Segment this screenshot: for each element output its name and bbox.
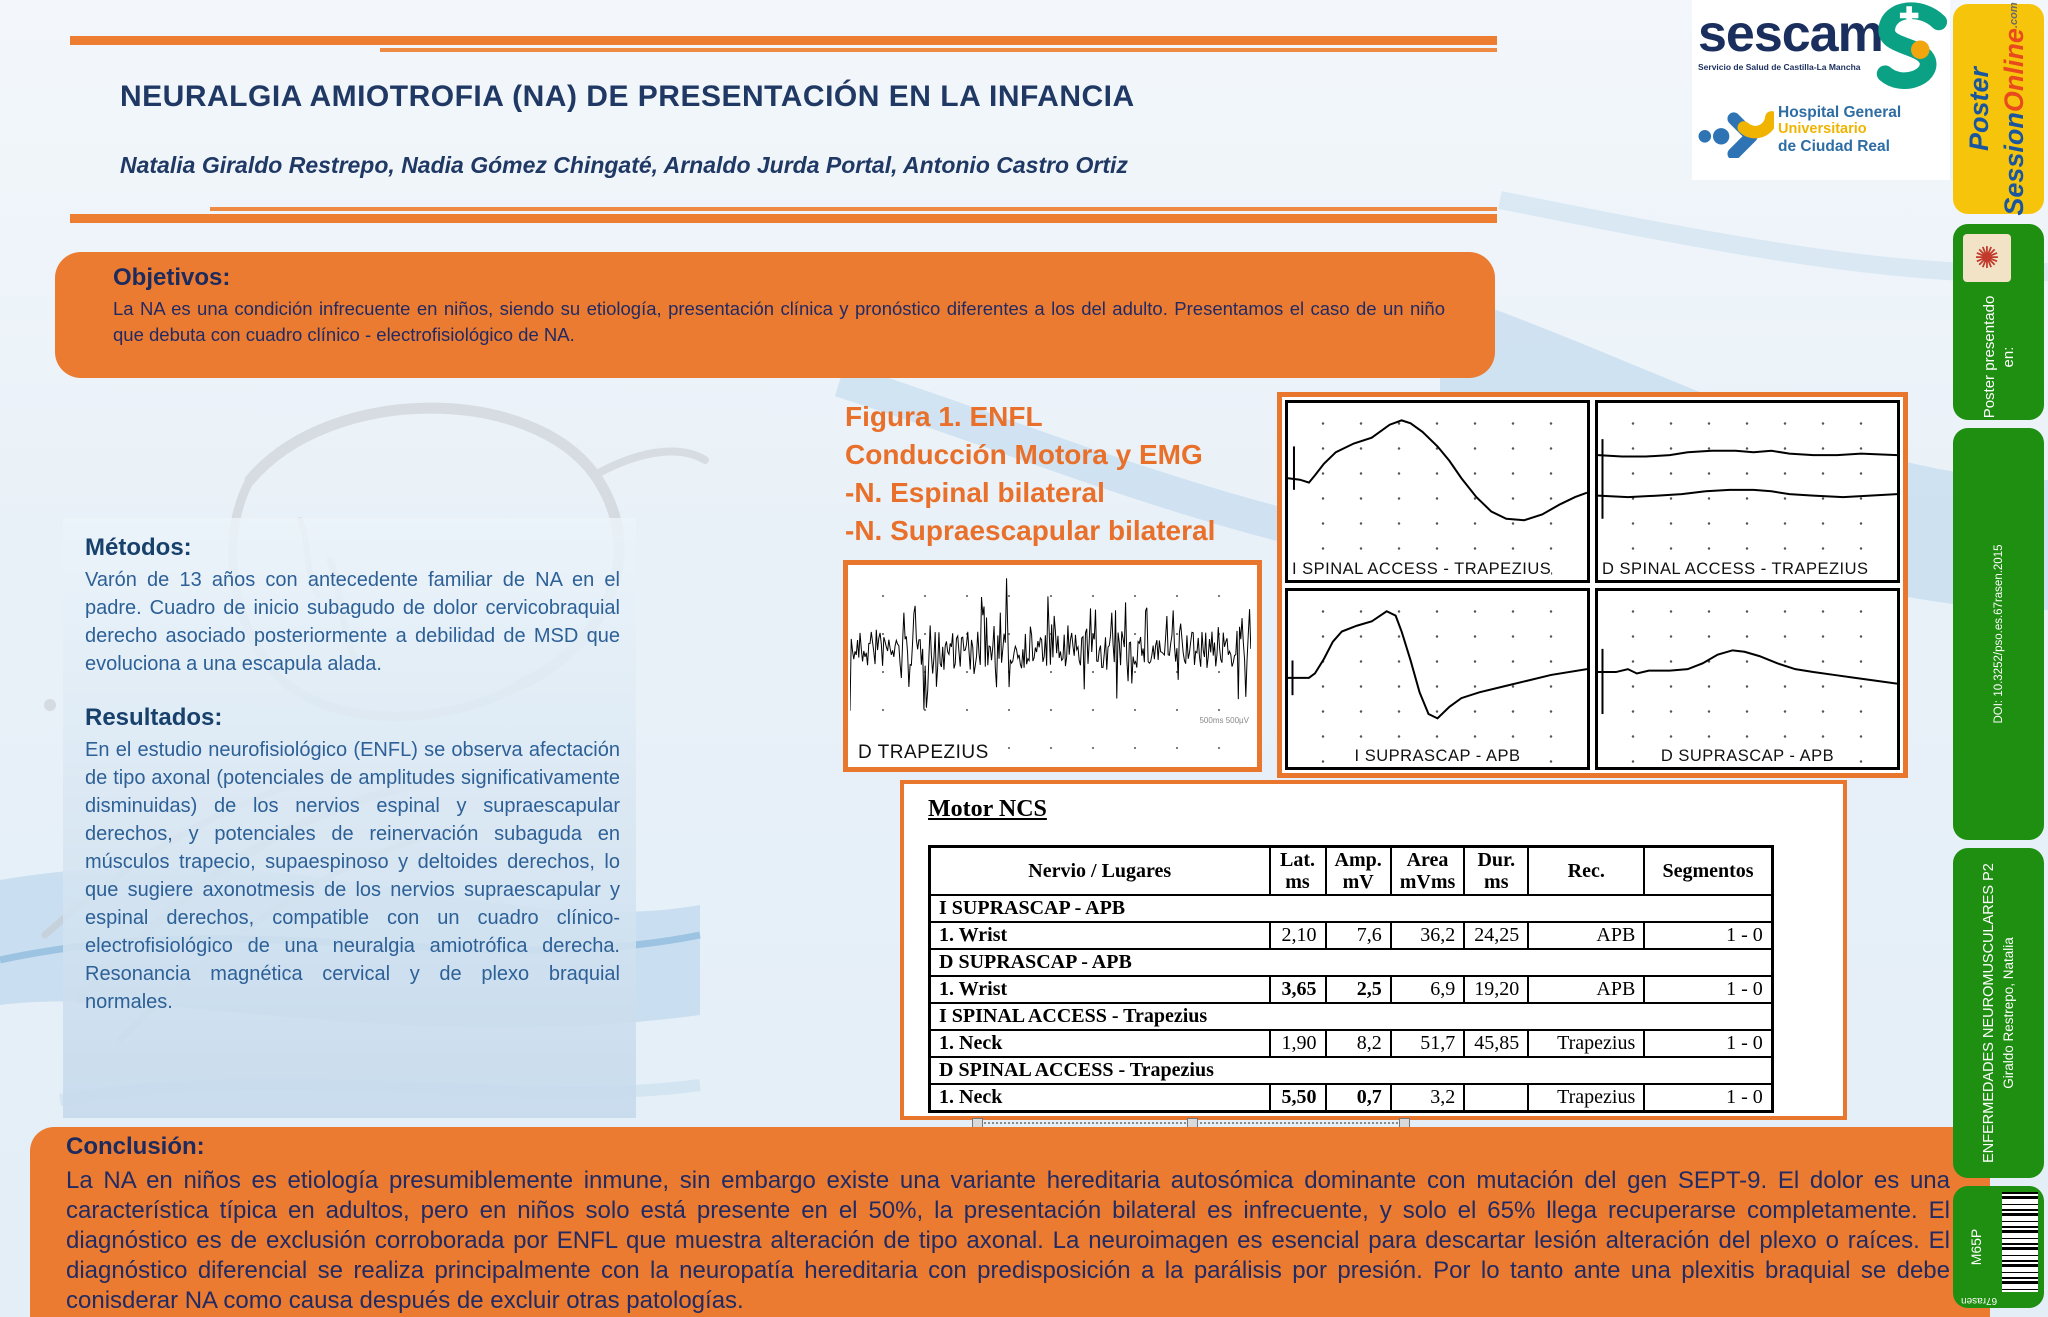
emg-panel-label: I SUPRASCAP - APB [1354,747,1521,765]
resultados-title: Resultados: [85,704,223,731]
postersessiononline-badge [1953,4,2044,214]
poster-code: M65P [1968,1228,1984,1266]
motor-ncs-box [900,780,1847,1120]
emg-noise-panel [843,560,1262,772]
metodos-title: Métodos: [85,534,192,561]
emg-panel-i-spinal [1285,400,1590,583]
poster-code-footer: 67rasen [1961,1295,1998,1306]
header-rule-top [70,36,1497,52]
doi-badge [1953,428,2044,840]
figure-title [845,398,1285,550]
presenter-name: Giraldo Restrepo, Natalia [2001,937,2016,1089]
hospital-logo-icon [1696,102,1774,158]
emg-panel-i-suprascap [1285,588,1590,771]
session-wrap [1953,848,2044,1178]
table-group-row: I SUPRASCAP - APB [930,895,1773,922]
motor-ncs-table [928,845,1774,1113]
emg-scale-label: 500ms 500µV [1199,716,1249,725]
section-objetivos [55,252,1495,378]
objetivos-body: La NA es una condición infrecuente en niños, siendo su etiología, presentación clínica y pronóstico diferentes a los del adulto. Presentamos el caso de un niño que debuta con cuadro clínico - electrofisiológico de NA. [113,298,1445,345]
emg-panel-d-spinal [1595,400,1900,583]
selection-outline[interactable] [976,1122,1406,1124]
presented-label: Poster presentado en: [1980,295,2017,419]
header-rule-bottom [70,204,1497,223]
table-row: 1. Neck 5,50 0,7 3,2 Trapezius 1 - 0 [930,1084,1773,1112]
table-header-row: Nervio / Lugares Lat. ms Amp. mV Area mVms Dur. ms Rec. Segmentos [930,847,1773,896]
hospital-name-line2: Universitario [1778,121,1867,137]
presented-label-wrap [1953,294,2044,420]
section-conclusion [30,1127,1990,1317]
page-title: NEURALGIA AMIOTROFIA (NA) DE PRESENTACIÓN EN LA INFANCIA [120,80,1135,114]
neurology-society-icon: ✺ [1963,234,2011,282]
doi-wrap [1953,428,2044,840]
sescam-logo [1692,0,1950,96]
sescam-s-icon [1874,2,1948,90]
emg-noise-svg [850,571,1251,729]
presented-badge [1953,224,2044,420]
barcode [2002,1192,2038,1292]
postersessiononline-logo: Poster SessionOnline$^{.com}$ [1963,2,2029,216]
logo-area [1692,0,1950,180]
figure-title-line2: Conducción Motora y EMG [845,439,1203,470]
table-row: 1. Wrist 3,65 2,5 6,9 19,20 APB 1 - 0 [930,976,1773,1003]
doi-text: DOI: 10.3252/pso.es.67rasen.2015 [1992,544,2005,724]
hospital-name-line1: Hospital General [1778,104,1902,121]
table-row: 1. Wrist 2,10 7,6 36,2 24,25 APB 1 - 0 [930,922,1773,949]
figure-title-line1: Figura 1. ENFL [845,401,1043,432]
emg-panel-label: D SPINAL ACCESS - TRAPEZIUS [1602,559,1869,578]
ncs-table-body [930,895,1773,1112]
left-text-panel [63,518,636,1118]
figure-title-line4: -N. Supraescapular bilateral [845,515,1216,546]
poster-code-wrap [1953,1186,1999,1308]
figure-title-line3: -N. Espinal bilateral [845,477,1105,508]
hospital-name-line3: de Ciudad Real [1778,138,1890,155]
conclusion-body: La NA en niños es etiología presumiblemente inmune, sin embargo existe una variante hereditaria autosómica dominante con mutación del gen SEPT-9. El dolor es una característica típica en adultos, pero en niños solo está presente en el 50%, la presentación bilateral es infrecuente, y solo el 65% llega recuperarse completamente. El diagnóstico es de exclusión corroborada por ENFL que muestra alteración de tipo axonal. La neuroimagen es esencial para descartar lesión alteración del plexo o raíces. El diagnóstico diferencial se realiza principalmente con la neuropatía hereditaria con predisposición a la parálisis por presión. Por lo tanto ante una plexitis braquial se debe conisderar NA como causa después de excluir otras patologías. [66,1167,1950,1314]
authors-line: Natalia Giraldo Restrepo, Nadia Gómez Chingaté, Arnaldo Jurda Portal, Antonio Castro Ortiz [120,152,1128,178]
resultados-body: En el estudio neurofisiológico (ENFL) se observa afectación de tipo axonal (potenciales de amplitudes significativamente disminuidas) de los nervios espinal y supraescapular derechos, y potenciales de reinervación subaguda en músculos trapecio, supaespinoso y deltoides derechos, lo que sugiere axonotmesis de los nervios supraescapular y espinal derechos, compatible con un cuadro clínico-electrofisiológico de una neuralgia amiotrófica derecha. Resonancia magnética cervical y de plexo braquial normales. [85,739,620,1013]
objetivos-title: Objetivos: [113,264,231,291]
emg-panel-label: D SUPRASCAP - APB [1660,747,1835,765]
metodos-body: Varón de 13 años con antecedente familiar de NA en el padre. Cuadro de inicio subagudo de dolor cervicobraquial derecho asociado posteriormente a debilidad de MSD que evoluciona a una escapula alada. [85,569,620,675]
emg-panel-label: I SPINAL ACCESS - TRAPEZIUS [1292,559,1552,578]
emg-panel-d-suprascap [1595,588,1900,771]
table-group-row: I SPINAL ACCESS - Trapezius [930,1003,1773,1030]
table-row: 1. Neck 1,90 8,2 51,7 45,85 Trapezius 1 - 0 [930,1030,1773,1057]
sescam-wordmark: sescam [1698,5,1883,63]
session-name: ENFERMEDADES NEUROMUSCULARES P2 [1981,863,1997,1163]
table-group-row: D SUPRASCAP - APB [930,949,1773,976]
emg-conduction-grid [1277,392,1908,778]
ncs-table-title: Motor NCS [928,796,1047,822]
session-badge [1953,848,2044,1178]
table-group-row: D SPINAL ACCESS - Trapezius [930,1057,1773,1084]
emg-noise-label: D TRAPEZIUS [858,742,989,763]
conclusion-title: Conclusión: [66,1133,205,1160]
sescam-subtitle: Servicio de Salud de Castilla-La Mancha [1698,62,1861,72]
hospital-logo [1692,96,1950,176]
poster-code-badge [1953,1186,2044,1308]
